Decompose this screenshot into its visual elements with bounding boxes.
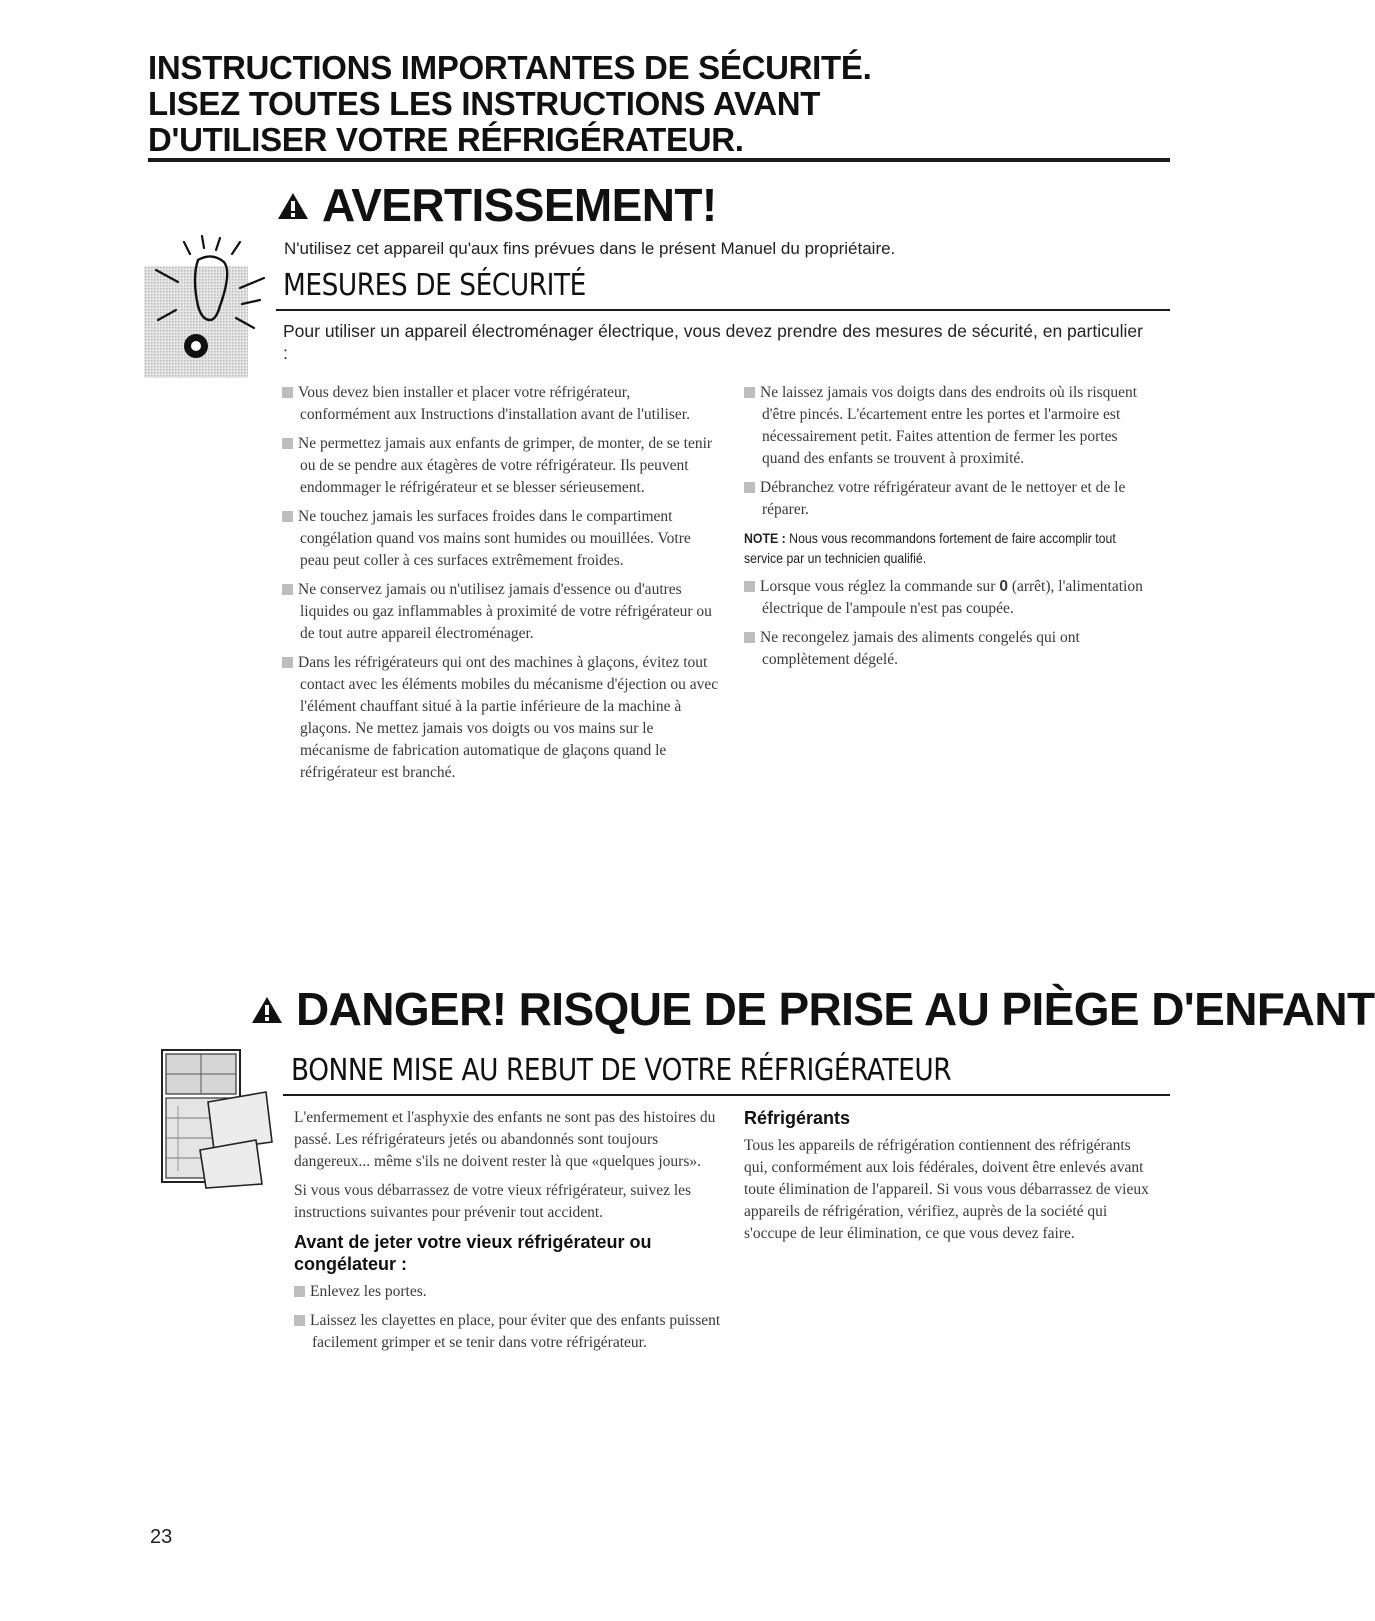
bullet-square-icon xyxy=(744,581,755,592)
list-item: Dans les réfrigérateurs qui ont des machines à glaçons, évitez tout contact avec les éléments mobiles du mécanisme d'éjection ou avec l'élément chauffant situé à la partie inférieure de la machine à glaçons. Ne mettez jamais vos doigts ou vos mains sur le mécanisme de fabrication automatique de glaçons quand le réfrigérateur est branché. xyxy=(282,652,722,784)
list-item: Lorsque vous réglez la commande sur 0 (arrêt), l'alimentation électrique de l'ampoule n'est pas coupée. xyxy=(744,576,1149,620)
list-item: Ne touchez jamais les surfaces froides dans le compartiment congélation quand vos mains sont humides ou mouillées. Votre peau peut coller à ces surfaces extrêmement froides. xyxy=(282,506,722,572)
page-number: 23 xyxy=(150,1526,173,1548)
list-item: Enlevez les portes. xyxy=(294,1281,724,1303)
danger-intro-paragraph: L'enfermement et l'asphyxie des enfants ne sont pas des histoires du passé. Les réfrigérateurs jetés ou abandonnés sont toujours dangereux... même s'ils ne doivent rester là que «quelques jours». xyxy=(294,1109,716,1170)
bullet-square-icon xyxy=(282,438,293,449)
list-item: Ne permettez jamais aux enfants de grimper, de monter, de se tenir ou de se pendre aux étagères de votre réfrigérateur. Ils peuvent endommager le réfrigérateur et se blesser sérieusement. xyxy=(282,433,722,499)
list-item: Ne conservez jamais ou n'utilisez jamais d'essence ou d'autres liquides ou gaz inflammables à proximité de votre réfrigérateur ou de tout autre appareil électroménager. xyxy=(282,579,722,645)
danger-second-paragraph: Si vous vous débarrassez de votre vieux réfrigérateur, suivez les instructions suivantes pour prévenir tout accident. xyxy=(294,1182,692,1221)
page-title xyxy=(148,50,1168,158)
list-item: Vous devez bien installer et placer votre réfrigérateur, conformément aux Instructions d'installation avant de l'utiliser. xyxy=(282,382,722,426)
danger-right-column xyxy=(744,1107,1154,1252)
warning-section-rule xyxy=(276,309,1170,311)
danger-heading xyxy=(250,984,1375,1034)
danger-left-column xyxy=(294,1107,724,1361)
danger-section-title: BONNE MISE AU REBUT DE VOTRE RÉFRIGÉRATEUR xyxy=(291,1053,952,1088)
note-text: NOTE : Nous vous recommandons fortement de faire accomplir tout service par un technicien qualifié. xyxy=(744,530,1116,566)
bullet-square-icon xyxy=(282,387,293,398)
danger-subheading: Avant de jeter votre vieux réfrigérateur ou congélateur : xyxy=(294,1232,652,1274)
warning-heading xyxy=(276,180,717,230)
warning-subtitle: N'utilisez cet appareil qu'aux fins prévues dans le présent Manuel du propriétaire. xyxy=(284,239,896,258)
bullet-square-icon xyxy=(744,482,755,493)
warning-left-column xyxy=(282,382,722,791)
refrigerants-subheading: Réfrigérants xyxy=(744,1108,851,1128)
refrigerants-paragraph: Tous les appareils de réfrigération contiennent des réfrigérants qui, conformément aux lois fédérales, doivent être enlevés avant toute élimination de l'appareil. Si vous vous débarrassez de vieux appareils de réfrigération, vérifiez, auprès de la société qui s'occupe de leur élimination, ce que vous devez faire. xyxy=(744,1137,1149,1242)
list-item: Débranchez votre réfrigérateur avant de le nettoyer et de le réparer. xyxy=(744,477,1149,521)
bullet-square-icon xyxy=(294,1286,305,1297)
warning-triangle-icon xyxy=(276,180,310,230)
list-item: Ne recongelez jamais des aliments congelés qui ont complètement dégelé. xyxy=(744,627,1149,671)
danger-heading-text: DANGER! RISQUE DE PRISE AU PIÈGE D'ENFANT xyxy=(296,983,1375,1035)
title-line-1: INSTRUCTIONS IMPORTANTES DE SÉCURITÉ. xyxy=(148,49,872,86)
bullet-square-icon xyxy=(282,511,293,522)
title-line-3: D'UTILISER VOTRE RÉFRIGÉRATEUR. xyxy=(148,121,744,158)
warning-intro: Pour utiliser un appareil électroménager électrique, vous devez prendre des mesures de sécurité, en particulier : xyxy=(283,321,1143,363)
danger-section-rule xyxy=(283,1094,1170,1096)
bullet-square-icon xyxy=(744,387,755,398)
bullet-square-icon xyxy=(744,632,755,643)
warning-right-column xyxy=(744,382,1149,678)
refrigerator-icon xyxy=(148,1046,280,1193)
warning-section-title: MESURES DE SÉCURITÉ xyxy=(283,268,586,303)
list-item: Laissez les clayettes en place, pour éviter que des enfants puissent facilement grimper et se tenir dans votre réfrigérateur. xyxy=(294,1310,724,1354)
bullet-square-icon xyxy=(282,657,293,668)
list-item: Ne laissez jamais vos doigts dans des endroits où ils risquent d'être pincés. L'écartement entre les portes et l'armoire est nécessairement petit. Faites attention de fermer les portes quand des enfants se trouvent à proximité. xyxy=(744,382,1149,470)
bullet-square-icon xyxy=(294,1315,305,1326)
exclamation-burst-icon xyxy=(136,228,276,383)
warning-triangle-icon xyxy=(250,984,284,1034)
warning-heading-text: AVERTISSEMENT! xyxy=(322,179,717,231)
title-line-2: LISEZ TOUTES LES INSTRUCTIONS AVANT xyxy=(148,85,821,122)
title-rule xyxy=(148,158,1170,162)
bullet-square-icon xyxy=(282,584,293,595)
